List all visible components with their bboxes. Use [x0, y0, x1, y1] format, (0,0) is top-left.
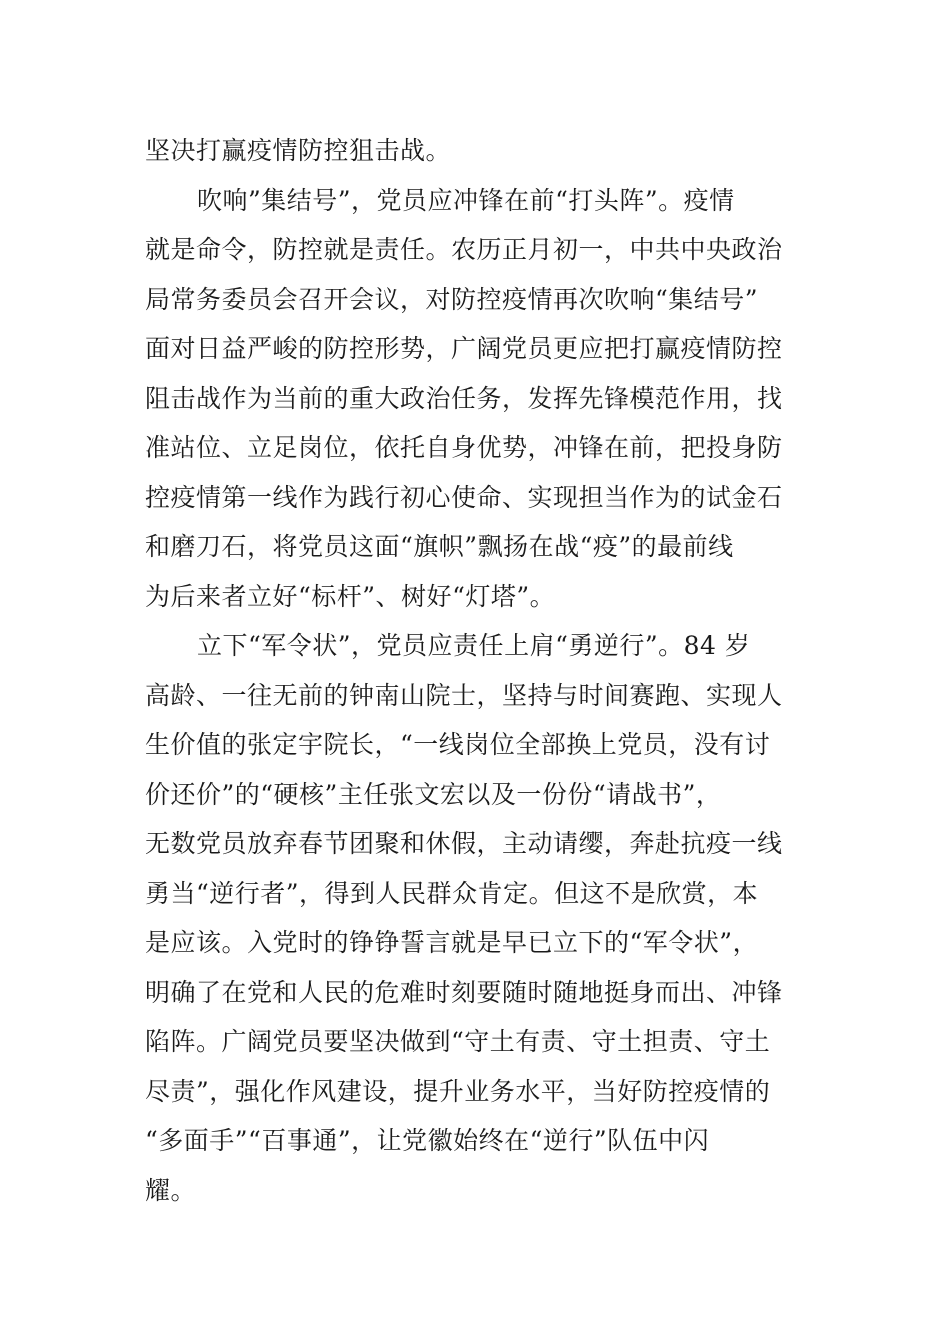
body-line: 明确了在党和人民的危难时刻要随时随地挺身而出、冲锋 — [145, 977, 783, 1007]
body-line: 耀。 — [145, 1175, 197, 1205]
body-line: “多面手”“百事通”，让党徽始终在“逆行”队伍中闪 — [145, 1126, 710, 1155]
body-line: 勇当“逆行者”，得到人民群众肯定。但这不是欣赏，本 — [145, 878, 759, 908]
body-line: 吹响”集结号”，党员应冲锋在前“打头阵”。疫情 — [197, 185, 735, 215]
body-line: 控疫情第一线作为践行初心使命、实现担当作为的试金石 — [145, 482, 783, 512]
body-line: 价还价”的“硬核”主任张文宏以及一份份“请战书”， — [145, 779, 722, 809]
body-line: 尽责”，强化作风建设，提升业务水平，当好防控疫情的 — [145, 1076, 771, 1106]
body-line: 面对日益严峻的防控形势，广阔党员更应把打赢疫情防控 — [145, 334, 783, 363]
body-line: 无数党员放弃春节团聚和休假，主动请缨，奔赴抗疫一线 — [145, 829, 783, 858]
body-line: 陷阵。广阔党员要坚决做到“守土有责、守土担责、守土 — [145, 1027, 771, 1056]
body-line: 和磨刀石，将党员这面“旗帜”飘扬在战“疫”的最前线 — [145, 532, 734, 561]
body-line: 生价值的张定宇院长，“一线岗位全部换上党员，没有讨 — [145, 730, 771, 759]
body-line: 立下“军令状”，党员应责任上肩“勇逆行”。84 岁 — [197, 631, 751, 660]
body-line: 局常务委员会召开会议，对防控疫情再次吹响“集结号” — [145, 284, 759, 314]
document-body — [145, 126, 809, 1215]
body-line: 高龄、一往无前的钟南山院士，坚持与时间赛跑、实现人 — [145, 680, 783, 710]
body-line: 坚决打赢疫情防控狙击战。 — [145, 136, 452, 165]
body-line: 准站位、立足岗位，依托自身优势，冲锋在前，把投身防 — [145, 433, 783, 462]
body-line: 为后来者立好“标杆”、树好“灯塔”。 — [145, 581, 556, 611]
body-line: 阻击战作为当前的重大政治任务，发挥先锋模范作用，找 — [145, 383, 783, 413]
body-line: 是应该。入党时的铮铮誓言就是早已立下的“军令状”， — [145, 928, 759, 957]
body-line: 就是命令，防控就是责任。农历正月初一，中共中央政治 — [145, 235, 783, 264]
